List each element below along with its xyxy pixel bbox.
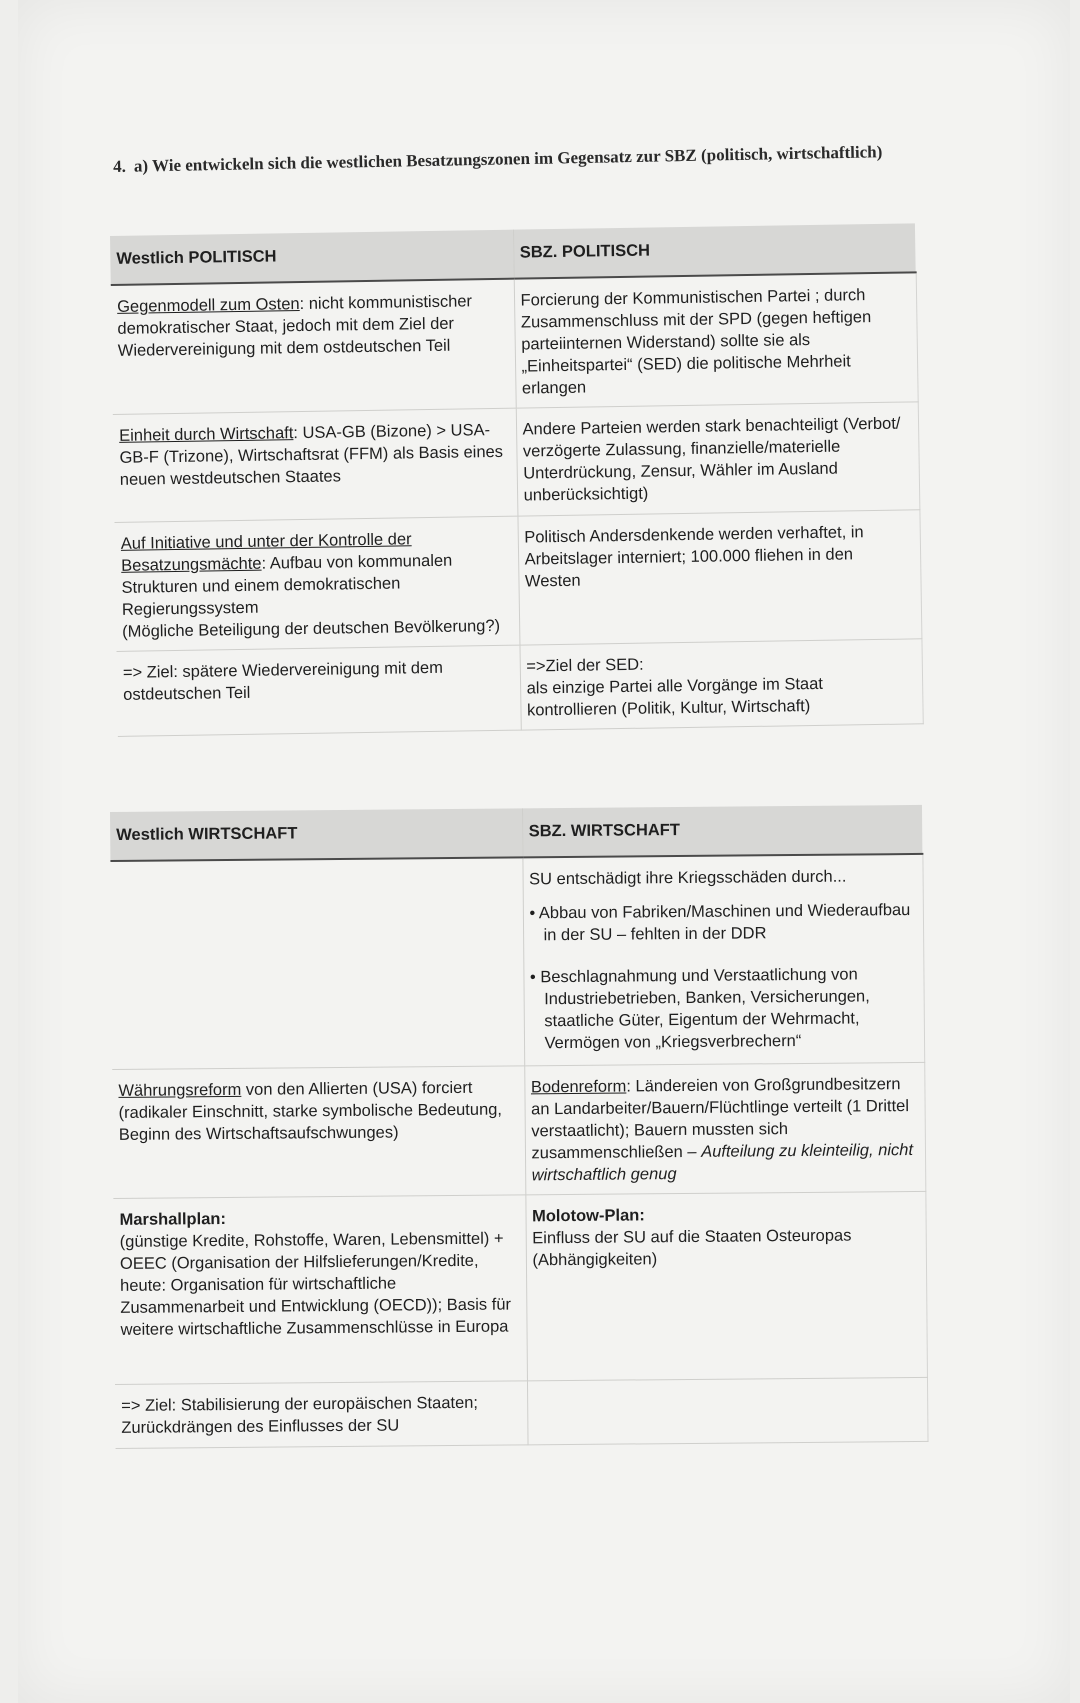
table-row	[113, 402, 920, 523]
marshall-text: (günstige Kredite, Rohstoffe, Waren, Lebensmittel) + OEEC (Organisation der Hilfslieferungen/Kredite, heute: Organisation für wirtschaftliche Zusammenarbeit und Entwicklung (OECD)); Basis für weitere wirtschaftliche Zusammenschlüsse in Europa	[119, 1229, 512, 1339]
sbz-economy-cell-molotow	[525, 1191, 927, 1380]
term-bodenreform: Bodenreform	[530, 1077, 627, 1096]
west-economy-empty-cell	[110, 857, 524, 1069]
sbz-economy-goal-empty	[527, 1377, 928, 1444]
west-politics-cell-2	[113, 408, 518, 522]
term-waehrungsreform: Währungsreform	[118, 1080, 242, 1100]
sbz-goal-title: =>Ziel der SED:	[526, 655, 644, 676]
politics-table	[110, 223, 923, 737]
question-text: a) Wie entwickeln sich die westlichen Besatzungszonen im Gegensatz zur SBZ (politisch, wirtschaftlich)	[133, 142, 883, 176]
term-einheit: Einheit durch Wirtschaft	[118, 424, 294, 445]
economy-table	[110, 805, 928, 1449]
west-politics-cell-3	[115, 516, 520, 651]
molotow-title: Molotow-Plan:	[531, 1205, 645, 1225]
west-politics-text-2: : USA-GB (Bizone) > USA-GB-F (Trizone), Wirtschaftsrat (FFM) als Basis eines neuen westdeutschen Staates	[119, 421, 504, 489]
sbz-economy-bullet-1: • Abbau von Fabriken/Maschinen und Wiederaufbau in der SU – fehlten in der DDR	[529, 901, 911, 945]
sbz-politics-cell-2: Andere Parteien werden stark benachteiligt (Verbot/ verzögerte Zulassung, finanzielle/materielle Unterdrückung, Zensur, Wähler im Ausland unberücksichtigt)	[516, 402, 920, 516]
west-economy-cell-currency	[112, 1065, 525, 1198]
west-economy-goal: => Ziel: Stabilisierung der europäischen Staaten; Zurückdrängen des Einflusses der SU	[115, 1380, 528, 1448]
term-initiative: Auf Initiative und unter der Kontrolle der Besatzungsmächte	[120, 530, 412, 575]
question-heading	[113, 141, 913, 177]
header-west-politics: Westlich POLITISCH	[110, 230, 514, 285]
west-politics-goal: => Ziel: spätere Wiedervereinigung mit dem ostdeutschen Teil	[117, 645, 521, 736]
sbz-politics-cell-3: Politisch Andersdenkende werden verhaftet, in Arbeitslager interniert; 100.000 fliehen in den Westen	[517, 510, 921, 645]
header-west-economy: Westlich WIRTSCHAFT	[110, 808, 522, 861]
header-sbz-economy: SBZ. WIRTSCHAFT	[522, 805, 922, 857]
sbz-goal-text: als einzige Partei alle Vorgänge im Staat kontrollieren (Politik, Kultur, Wirtschaft)	[526, 674, 824, 720]
west-politics-extra-3: (Mögliche Beteiligung der deutschen Bevölkerung?)	[122, 616, 501, 641]
header-sbz-politics: SBZ. POLITISCH	[513, 223, 916, 278]
west-politics-text-1: : nicht kommunistischer demokratischer Staat, jedoch mit dem Ziel der Wiedervereinigung mit dem ostdeutschen Teil	[117, 292, 473, 360]
molotow-text: Einfluss der SU auf die Staaten Osteuropas (Abhängigkeiten)	[532, 1226, 852, 1269]
table-row	[112, 1062, 925, 1198]
table-row	[111, 272, 918, 414]
sbz-economy-bullet-2: • Beschlagnahmung und Verstaatlichung von Industriebetrieben, Banken, Versicherungen, staatliche Güter, Eigentum der Wehrmacht, Vermögen von „Kriegsverbrechern“	[529, 965, 870, 1053]
sbz-politics-cell-1: Forcierung der Kommunistischen Partei ; durch Zusammenschluss mit der SPD (gegen heftigen parteiinternen Widerstand) sollte sie als „Einheitspartei“ (SED) die politische Mehrheit erlangen	[514, 272, 918, 408]
table-row	[115, 510, 922, 652]
west-currency-text: von den Allierten (USA) forciert (radikaler Einschnitt, starke symbolische Bedeutung, Beginn des Wirtschaftsaufschwunges)	[118, 1078, 503, 1144]
sbz-politics-goal	[519, 639, 922, 730]
table-row	[115, 1377, 928, 1448]
economy-header-row	[110, 805, 922, 861]
west-economy-cell-marshall	[113, 1194, 527, 1384]
sbz-economy-cell-land	[524, 1062, 925, 1194]
sbz-economy-cell-1	[522, 854, 924, 1065]
term-gegenmodell: Gegenmodell zum Osten	[116, 295, 300, 316]
sbz-land-italic: Aufteilung zu kleinteilig, nicht wirtschaftlich genug	[531, 1140, 914, 1184]
worksheet-page	[18, 0, 1070, 1703]
table-row	[110, 854, 924, 1069]
sbz-land-text: : Ländereien von Großgrundbesitzern an Landarbeiter/Bauern/Flüchtlinge verteilt (1 Drittel verstaatlicht); Bauern mussten sich zusammenschließen –	[531, 1074, 910, 1162]
table-row	[117, 639, 923, 737]
sbz-economy-intro: SU entschädigt ihre Kriegsschäden durch...	[529, 867, 847, 889]
table-row	[113, 1191, 927, 1384]
question-number: 4.	[113, 156, 127, 176]
west-politics-cell-1	[111, 279, 516, 415]
west-politics-text-3: : Aufbau von kommunalen Strukturen und einem demokratischen Regierungssystem	[121, 551, 453, 619]
marshall-title: Marshallplan:	[119, 1209, 226, 1229]
